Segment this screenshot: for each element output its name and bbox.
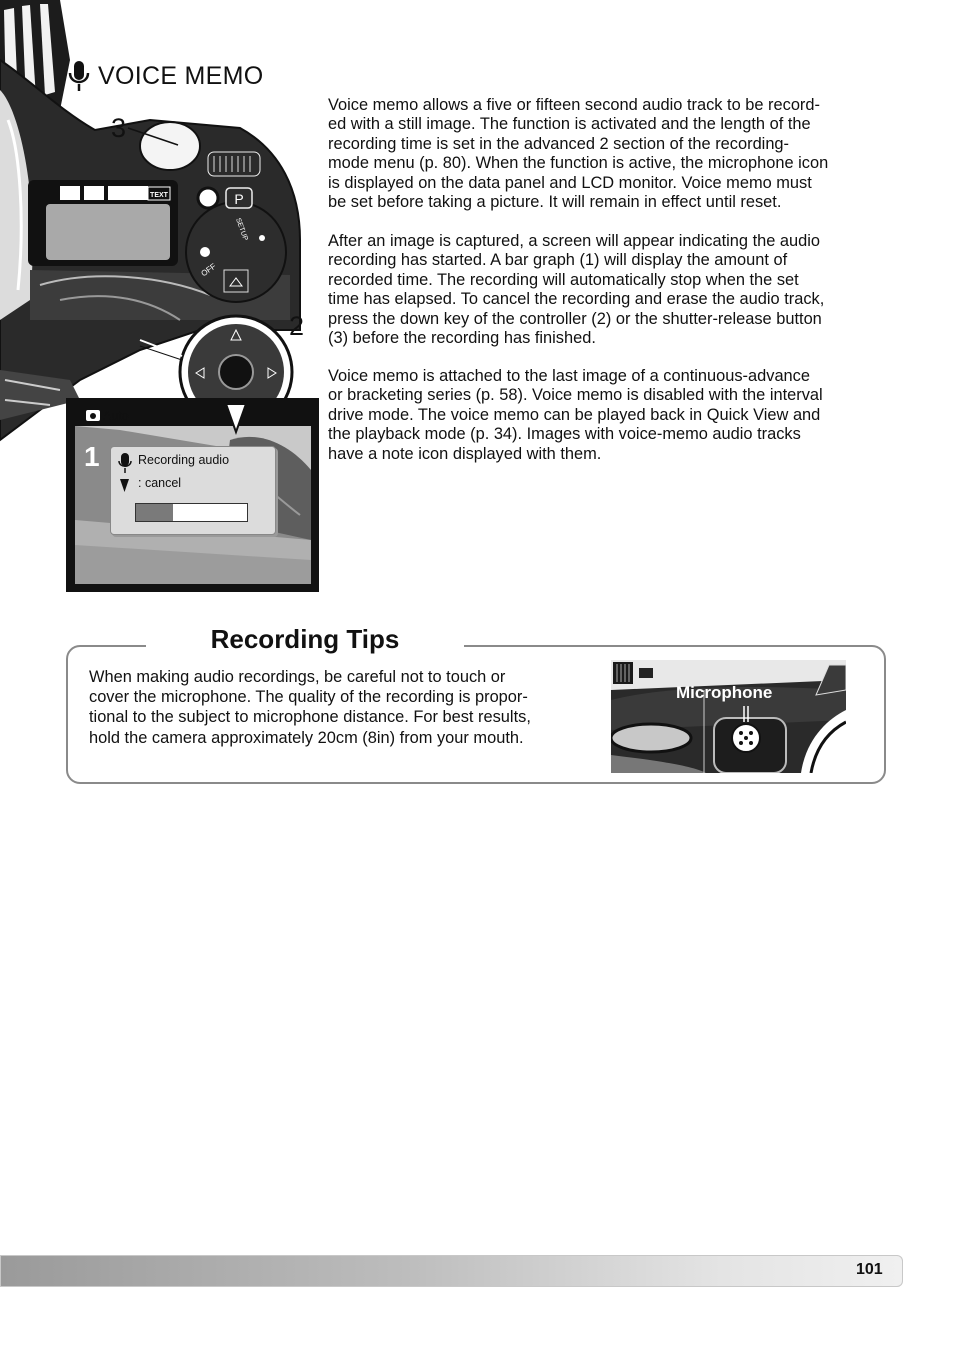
text-line: the playback mode (p. 34). Images with voice-memo audio tracks — [328, 425, 801, 444]
microphone-icon — [68, 60, 90, 92]
microphone-label: Microphone — [676, 683, 773, 702]
text-line: When making audio recordings, be careful not to touch or — [89, 668, 506, 686]
text-line: is displayed on the data panel and LCD monitor. Voice memo must — [328, 173, 812, 192]
cancel-label: : cancel — [138, 476, 182, 490]
paragraph-3 — [328, 367, 888, 464]
text-line: ed with a still image. The function is activated and the length of the — [328, 115, 811, 134]
data-panel-text-label: TEXT — [150, 192, 168, 199]
text-line: cover the microphone. The quality of the recording is propor- — [89, 688, 528, 707]
text-line: or bracketing series (p. 58). Voice memo is disabled with the interval — [328, 386, 823, 405]
text-line: mode menu (p. 80). When the function is active, the microphone icon — [328, 154, 829, 173]
text-line: recording has started. A bar graph (1) will display the amount of — [328, 251, 788, 270]
text-line: tional to the subject to microphone distance. For best results, — [89, 708, 531, 727]
microphone-icon — [119, 453, 131, 473]
callout-1: 1 — [84, 441, 100, 472]
lcd-mode-label: Auto — [103, 409, 129, 423]
microphone-photo — [611, 660, 846, 773]
callout-2: 2 — [289, 311, 305, 341]
mode-dial-setup-label: SETUP — [234, 217, 249, 242]
text-line: have a note icon displayed with them. — [328, 444, 602, 463]
text-line: be set before taking a picture. It will remain in effect until reset. — [328, 193, 782, 212]
text-line: Voice memo is attached to the last image of a continuous-advance — [328, 367, 810, 385]
dialog-icon-layer — [110, 446, 140, 506]
recording-audio-label: Recording audio — [138, 453, 230, 467]
data-panel — [28, 180, 178, 266]
down-arrow-icon — [120, 479, 129, 492]
mode-dial-p-label: P — [234, 191, 244, 207]
paragraph-2 — [328, 232, 888, 348]
round-button — [198, 188, 218, 208]
tips-text — [89, 667, 599, 748]
section-title-text: VOICE MEMO — [98, 61, 264, 90]
text-line: (3) before the recording has finished. — [328, 329, 596, 348]
text-line: press the down key of the controller (2) or the shutter-release button — [328, 309, 822, 328]
text-line: After an image is captured, a screen will appear indicating the audio — [328, 232, 821, 250]
section-title — [68, 58, 264, 94]
recording-progress-fill — [136, 504, 173, 521]
text-line: recording time is set in the advanced 2 section of the recording- — [328, 134, 790, 153]
text-line: Voice memo allows a five or fifteen second audio track to be record- — [328, 96, 820, 114]
callout-3: 3 — [111, 113, 127, 143]
text-line: hold the camera approximately 20cm (8in) from your mouth. — [89, 728, 524, 747]
front-dial — [208, 152, 260, 176]
text-line: time has elapsed. To cancel the recording and erase the audio track, — [328, 290, 825, 309]
page-number: 101 — [856, 1261, 883, 1278]
recording-progress-bar — [135, 503, 248, 522]
tips-title: Recording Tips — [210, 624, 400, 654]
text-line: drive mode. The voice memo can be played back in Quick View and — [328, 405, 821, 424]
paragraph-1 — [328, 96, 888, 212]
footer-bar — [0, 1255, 903, 1287]
text-line: recorded time. The recording will automatically stop when the set — [328, 270, 799, 289]
mode-dial-off-label: OFF — [199, 261, 218, 279]
